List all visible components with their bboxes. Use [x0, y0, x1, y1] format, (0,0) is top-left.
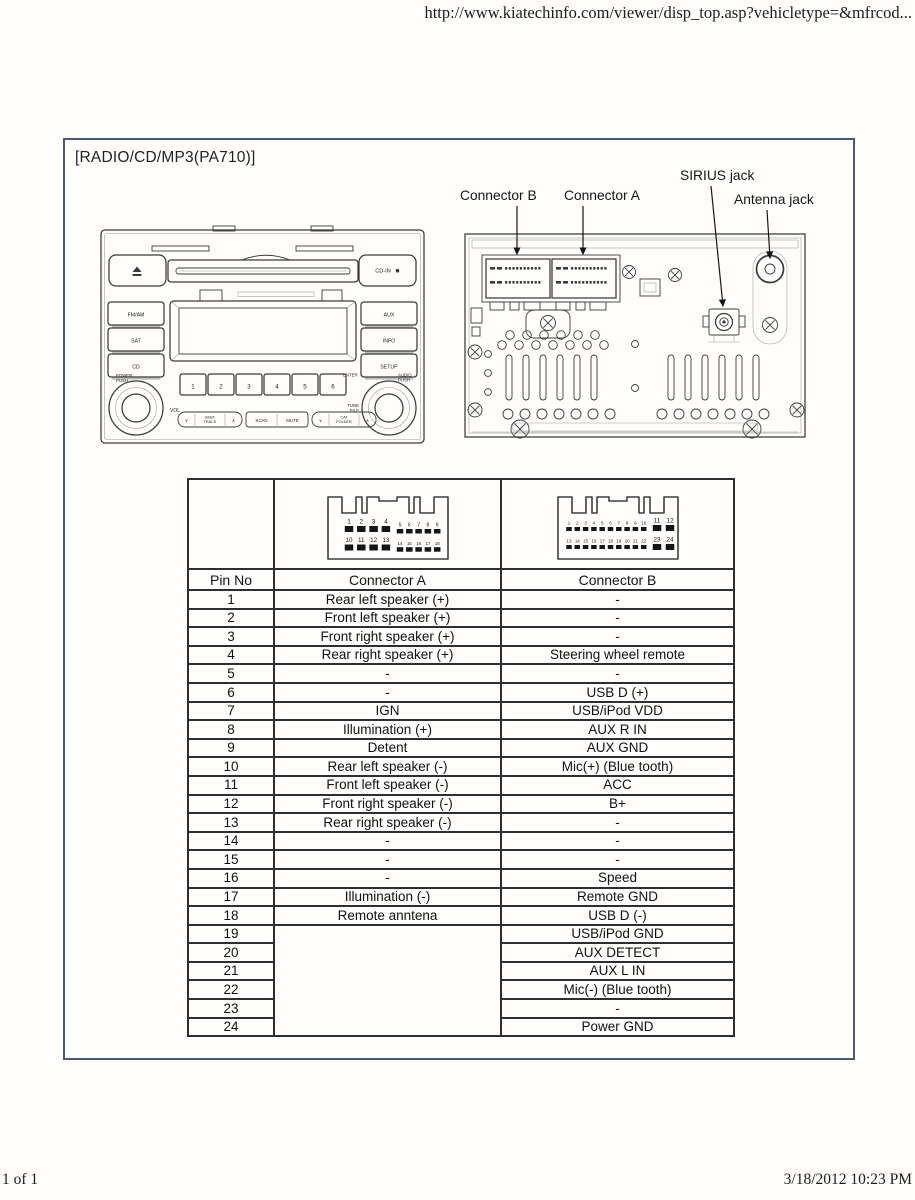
svg-text:23: 23	[652, 536, 661, 544]
svg-text:6: 6	[407, 522, 411, 529]
svg-text:11: 11	[357, 537, 365, 544]
page-title: [RADIO/CD/MP3(PA710)]	[75, 149, 256, 166]
svg-text:TRACK: TRACK	[203, 420, 217, 425]
pin-no-cell: 11	[188, 776, 274, 795]
pin-no-cell: 12	[188, 795, 274, 814]
svg-text:3: 3	[583, 520, 587, 526]
connector-b-cell: USB D (+)	[501, 683, 734, 702]
connector-b-cell: Mic(-) (Blue tooth)	[501, 980, 734, 999]
svg-text:CAT: CAT	[340, 415, 348, 420]
connector-b-cell: USB/iPod VDD	[501, 702, 734, 721]
svg-text:8: 8	[625, 520, 628, 526]
connector-b-cell: B+	[501, 795, 734, 814]
svg-text:7: 7	[416, 522, 420, 529]
cat-folder-button	[312, 412, 376, 427]
pin-no-cell: 8	[188, 720, 274, 739]
cat-down-icon: ∨	[318, 417, 323, 423]
table-header-row	[188, 569, 734, 590]
connector-b-cell: AUX R IN	[501, 720, 734, 739]
table-row	[188, 757, 734, 776]
radio-front-panel-drawing	[100, 224, 425, 447]
table-row	[188, 850, 734, 869]
svg-text:14: 14	[574, 538, 580, 544]
pin-assignment-table	[187, 478, 735, 1037]
connector-a-cell: Front left speaker (+)	[274, 609, 501, 628]
connector-b-pinout-drawing	[553, 484, 683, 564]
connector-b-cell: -	[501, 999, 734, 1018]
svg-text:MUTE: MUTE	[286, 417, 299, 423]
connector-a-cell: -	[274, 850, 501, 869]
connector-b-cell: -	[501, 590, 734, 609]
cd-in-indicator	[359, 255, 416, 286]
fm-am-button	[108, 302, 164, 328]
eject-button	[109, 255, 166, 286]
connector-b-cell: Speed	[501, 869, 734, 888]
table-row	[188, 813, 734, 832]
pin-no-cell: 4	[188, 646, 274, 665]
svg-text:7: 7	[617, 520, 620, 526]
svg-text:13: 13	[381, 537, 389, 544]
svg-text:2: 2	[358, 518, 363, 526]
print-timestamp: 3/18/2012 10:23 PM	[783, 1171, 912, 1188]
svg-text:4: 4	[383, 518, 388, 526]
table-row	[188, 906, 734, 925]
connector-b-cell: USB D (-)	[501, 906, 734, 925]
connector-b-cell: -	[501, 850, 734, 869]
rear-vents-and-screws	[468, 266, 804, 439]
connector-b-cell: -	[501, 609, 734, 628]
pin-no-cell: 17	[188, 888, 274, 907]
seek-up-icon: ∧	[231, 417, 236, 423]
connector-b-socket	[486, 259, 550, 298]
pin-no-cell: 18	[188, 906, 274, 925]
connector-a-socket	[552, 259, 616, 298]
svg-text:6: 6	[331, 383, 335, 391]
page-number: 1 of 1	[2, 1171, 39, 1188]
pin-no-cell: 5	[188, 664, 274, 683]
connector-b-cell: -	[501, 813, 734, 832]
svg-text:1: 1	[567, 520, 570, 526]
svg-text:10: 10	[640, 520, 646, 526]
connector-a-cell: Illumination (-)	[274, 888, 501, 907]
seek-down-icon: ∨	[184, 417, 189, 423]
table-row	[188, 664, 734, 683]
svg-text:SEEK: SEEK	[204, 415, 216, 420]
svg-text:INFO: INFO	[382, 338, 396, 345]
sat-button	[108, 328, 164, 354]
pin-no-cell: 23	[188, 999, 274, 1018]
table-row	[188, 832, 734, 851]
header-connector-a: Connector A	[274, 569, 501, 590]
connector-a-cell: -	[274, 664, 501, 683]
svg-text:FM/AM: FM/AM	[127, 312, 145, 319]
pin-no-cell: 22	[188, 980, 274, 999]
connector-b-cell: Power GND	[501, 1018, 734, 1037]
scan-mute-buttons	[246, 412, 308, 427]
svg-text:18: 18	[607, 538, 613, 544]
cat-up-icon: ∧	[365, 417, 370, 423]
display-screen	[170, 301, 356, 361]
svg-text:1: 1	[346, 518, 351, 526]
pin-no-cell: 7	[188, 702, 274, 721]
svg-text:9: 9	[435, 522, 439, 529]
table-row	[188, 590, 734, 609]
pin-no-cell: 16	[188, 869, 274, 888]
pin-no-cell: 2	[188, 609, 274, 628]
connector-b-cell: AUX GND	[501, 739, 734, 758]
sirius-jack-drawing	[703, 309, 745, 342]
svg-text:17: 17	[599, 538, 605, 544]
table-row	[188, 720, 734, 739]
pin-no-cell: 19	[188, 925, 274, 944]
connector-a-cell: Illumination (+)	[274, 720, 501, 739]
connector-a-cell: -	[274, 832, 501, 851]
connector-a-cell: Front right speaker (+)	[274, 627, 501, 646]
svg-text:FILE: FILE	[349, 408, 359, 413]
aux-button	[361, 302, 417, 328]
pin-no-cell: 3	[188, 627, 274, 646]
connector-a-pinout-cell	[274, 479, 501, 569]
table-row	[188, 627, 734, 646]
connector-diagram-row	[188, 479, 734, 569]
pin-no-cell: 9	[188, 739, 274, 758]
antenna-jack-drawing	[753, 251, 787, 344]
svg-text:19: 19	[615, 538, 621, 544]
pin-no-cell: 10	[188, 757, 274, 776]
pin-no-cell: 15	[188, 850, 274, 869]
svg-text:14: 14	[397, 540, 402, 546]
connector-a-cell: Remote anntena	[274, 906, 501, 925]
connector-b-cell: ACC	[501, 776, 734, 795]
connector-a-cell: Front left speaker (-)	[274, 776, 501, 795]
radio-rear-panel-drawing	[462, 224, 808, 447]
connector-a-cell: Rear right speaker (-)	[274, 813, 501, 832]
svg-text:12: 12	[665, 517, 674, 525]
svg-text:CD: CD	[132, 364, 140, 371]
svg-text:4: 4	[275, 383, 279, 391]
pin-no-cell: 1	[188, 590, 274, 609]
pin-no-cell: 24	[188, 1018, 274, 1037]
svg-text:5: 5	[303, 383, 307, 391]
svg-text:13: 13	[566, 538, 571, 544]
connector-a-cell: Rear right speaker (+)	[274, 646, 501, 665]
svg-text:20: 20	[624, 538, 630, 544]
connector-a-cell: Rear left speaker (-)	[274, 757, 501, 776]
pin-no-cell: 21	[188, 962, 274, 981]
pin-no-cell: 20	[188, 943, 274, 962]
connector-b-cell: USB/iPod GND	[501, 925, 734, 944]
svg-text:17: 17	[424, 540, 430, 546]
svg-text:24: 24	[665, 536, 674, 544]
seek-track-button	[178, 412, 242, 427]
preset-buttons	[180, 374, 346, 395]
vol-label: VOL	[170, 408, 181, 414]
connector-b-pinout-cell	[501, 479, 734, 569]
table-row	[188, 683, 734, 702]
table-row	[188, 646, 734, 665]
svg-text:10: 10	[344, 537, 353, 544]
svg-text:11: 11	[653, 517, 660, 525]
eject-icon	[133, 267, 142, 273]
sirius-jack-label: SIRIUS jack	[680, 168, 755, 183]
svg-text:SCAN: SCAN	[255, 417, 268, 423]
table-row	[188, 869, 734, 888]
svg-text:FOLDER: FOLDER	[336, 420, 352, 425]
header-pin-no: Pin No	[188, 569, 274, 590]
connector-b-cell: -	[501, 627, 734, 646]
connector-a-cell: IGN	[274, 702, 501, 721]
svg-text:15: 15	[406, 540, 412, 546]
eject-icon-bar	[133, 274, 142, 276]
cd-in-led-icon	[396, 269, 400, 273]
connector-a-cell: -	[274, 869, 501, 888]
svg-text:2: 2	[219, 383, 223, 391]
svg-text:5: 5	[398, 522, 401, 529]
table-row	[188, 739, 734, 758]
svg-text:3: 3	[371, 518, 375, 526]
connector-a-pinout-drawing	[323, 484, 453, 564]
table-row	[188, 702, 734, 721]
svg-text:4: 4	[592, 520, 595, 526]
svg-text:22: 22	[640, 538, 646, 544]
rear-panel-body	[465, 234, 805, 437]
table-row	[188, 609, 734, 628]
connector-a-merged-empty-cell	[274, 925, 501, 1037]
header-connector-b: Connector B	[501, 569, 734, 590]
table-row	[188, 795, 734, 814]
cd-slot	[168, 255, 358, 282]
connector-a-cell: Rear left speaker (+)	[274, 590, 501, 609]
info-button	[361, 328, 417, 354]
empty-cell	[188, 479, 274, 569]
svg-text:PUSH: PUSH	[116, 378, 128, 383]
connector-a-cell: Front right speaker (-)	[274, 795, 501, 814]
svg-text:CD-IN: CD-IN	[375, 268, 391, 275]
svg-text:SETUP: SETUP	[380, 364, 398, 371]
svg-text:SAT: SAT	[131, 338, 141, 345]
connector-a-label: Connector A	[564, 188, 640, 203]
svg-text:2: 2	[575, 520, 579, 526]
tune-knob	[343, 373, 416, 436]
print-url-header: http://www.kiatechinfo.com/viewer/disp_top.asp?vehicletype=&mfrcod...	[424, 3, 912, 22]
connector-a-cell: Detent	[274, 739, 501, 758]
connector-b-cell: AUX DETECT	[501, 943, 734, 962]
pin-no-cell: 14	[188, 832, 274, 851]
pin-no-cell: 6	[188, 683, 274, 702]
connector-a-cell: -	[274, 683, 501, 702]
connector-b-cell: -	[501, 664, 734, 683]
svg-text:18: 18	[434, 540, 440, 546]
table-row	[188, 776, 734, 795]
table-row	[188, 888, 734, 907]
pin-no-cell: 13	[188, 813, 274, 832]
svg-text:ENTER: ENTER	[343, 372, 358, 378]
svg-text:15: 15	[582, 538, 588, 544]
svg-text:1: 1	[191, 383, 195, 391]
power-knob	[109, 373, 163, 435]
svg-text:9: 9	[633, 520, 637, 526]
svg-text:5: 5	[600, 520, 603, 526]
svg-text:6: 6	[608, 520, 612, 526]
svg-text:PUSH: PUSH	[398, 377, 410, 383]
connector-b-label: Connector B	[460, 188, 537, 203]
svg-text:POWER: POWER	[116, 373, 133, 378]
svg-text:3: 3	[247, 383, 251, 391]
table-row	[188, 925, 734, 944]
svg-text:21: 21	[632, 538, 638, 544]
antenna-jack-label: Antenna jack	[734, 192, 814, 207]
svg-text:AUDIO: AUDIO	[398, 372, 412, 378]
svg-text:16: 16	[590, 538, 596, 544]
svg-text:TUNE: TUNE	[347, 403, 359, 408]
connector-b-cell: AUX L IN	[501, 962, 734, 981]
svg-text:12: 12	[369, 537, 377, 544]
connector-b-cell: Remote GND	[501, 888, 734, 907]
connector-b-cell: Steering wheel remote	[501, 646, 734, 665]
connector-b-cell: Mic(+) (Blue tooth)	[501, 757, 734, 776]
connector-b-cell: -	[501, 832, 734, 851]
svg-text:AUX: AUX	[383, 312, 395, 319]
svg-text:8: 8	[426, 522, 429, 529]
svg-text:16: 16	[415, 540, 421, 546]
